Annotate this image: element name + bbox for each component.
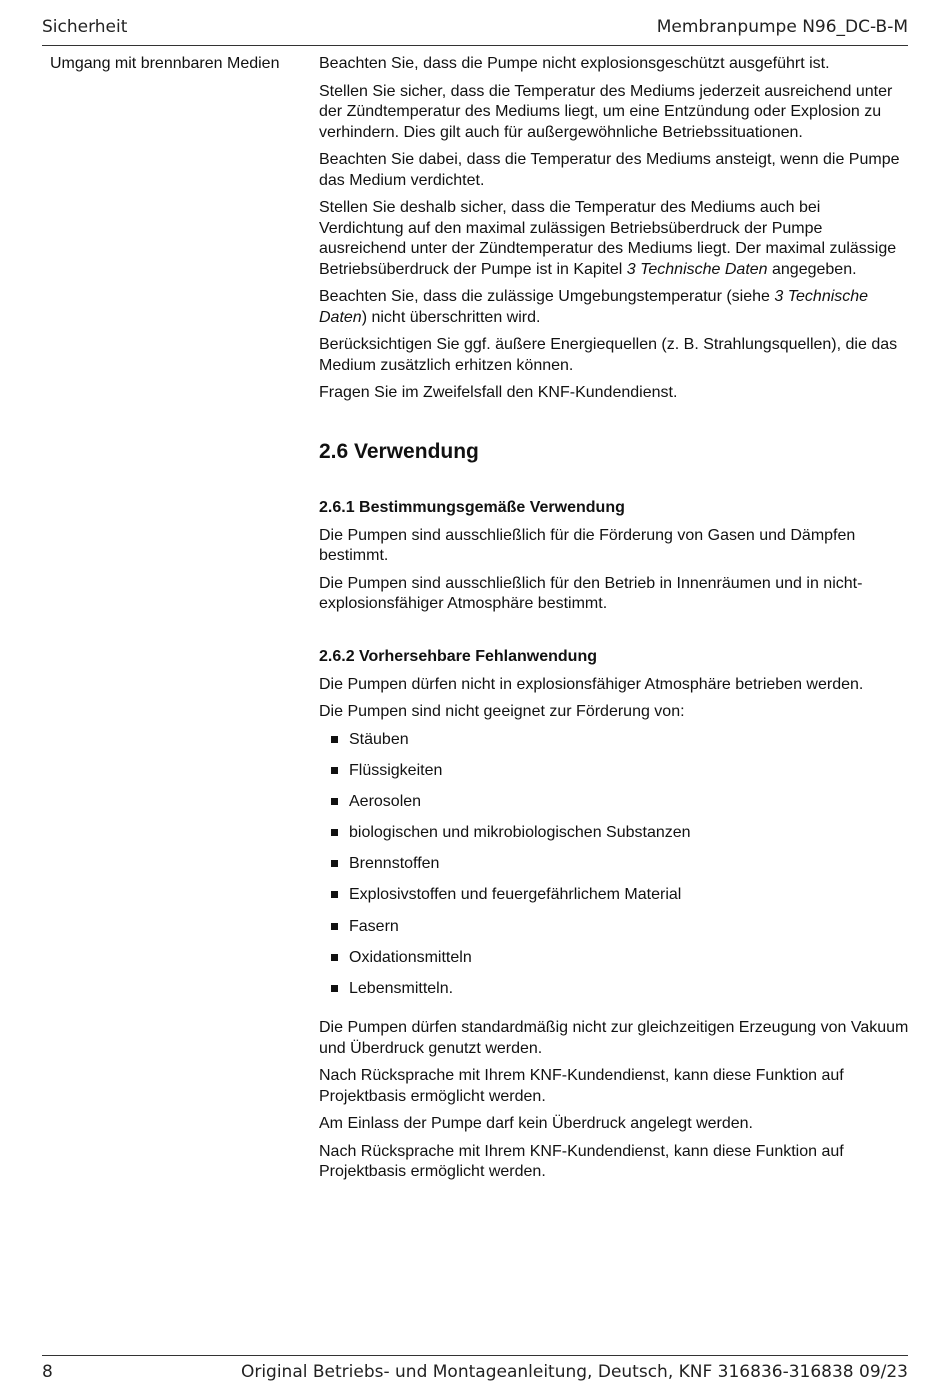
- bullet-list: [319, 730, 909, 1011]
- chapter-reference: 3 Technische Daten: [626, 260, 768, 278]
- paragraph: Am Einlass der Pumpe darf kein Überdruck angelegt werden.: [319, 1115, 753, 1133]
- header-section: Sicherheit: [42, 17, 128, 37]
- list-item: [319, 885, 909, 916]
- subsection-heading: 2.6.2 Vorhersehbare Fehlanwendung: [319, 647, 597, 665]
- list-item: [319, 792, 909, 823]
- bullet-square-icon: [331, 985, 338, 992]
- list-item: [319, 823, 909, 854]
- list-item-text: Stäuben: [349, 730, 409, 748]
- bullet-square-icon: [331, 860, 338, 867]
- side-label: Umgang mit brennbaren Medien: [50, 55, 280, 72]
- list-item: [319, 979, 909, 1010]
- paragraph: Nach Rücksprache mit Ihrem KNF-Kundendienst, kann diese Funktion auf Projektbasis ermöglicht werden.: [319, 1067, 844, 1105]
- paragraph: Die Pumpen dürfen standardmäßig nicht zur gleichzeitigen Erzeugung von Vakuum und Überdruck genutzt werden.: [319, 1019, 909, 1057]
- bullet-square-icon: [331, 923, 338, 930]
- paragraph: Die Pumpen sind ausschließlich für den Betrieb in Innenräumen und in nicht-explosionsfähiger Atmosphäre bestimmt.: [319, 574, 863, 612]
- list-item-text: Explosivstoffen und feuergefährlichem Material: [349, 886, 682, 904]
- paragraph: Beachten Sie dabei, dass die Temperatur des Mediums ansteigt, wenn die Pumpe das Medium verdichtet.: [319, 151, 900, 189]
- paragraph: [319, 287, 909, 328]
- paragraph-text: Beachten Sie, dass die zulässige Umgebungstemperatur (siehe: [319, 288, 775, 305]
- document-reference: Original Betriebs- und Montageanleitung, Deutsch, KNF 316836-316838 09/23: [240, 1362, 908, 1382]
- paragraph: Die Pumpen sind nicht geeignet zur Förderung von:: [319, 703, 685, 720]
- list-item-text: Aerosolen: [349, 792, 422, 810]
- paragraph-text: angegeben.: [767, 260, 857, 278]
- list-item-text: Oxidationsmitteln: [349, 948, 472, 966]
- header-product: Membranpumpe N96_DC-B-M: [656, 17, 908, 37]
- page-footer: [42, 1355, 908, 1388]
- list-item: [319, 761, 909, 792]
- page-header: [42, 14, 908, 46]
- subsection-heading: 2.6.1 Bestimmungsgemäße Verwendung: [319, 498, 625, 516]
- section-heading: 2.6 Verwendung: [319, 439, 479, 463]
- paragraph: Beachten Sie, dass die Pumpe nicht explosionsgeschützt ausgeführt ist.: [319, 55, 830, 72]
- bullet-square-icon: [331, 767, 338, 774]
- paragraph: Berücksichtigen Sie ggf. äußere Energiequellen (z. B. Strahlungsquellen), die das Medium zusätzlich erhitzen können.: [319, 336, 898, 374]
- bullet-square-icon: [331, 954, 338, 961]
- paragraph: Fragen Sie im Zweifelsfall den KNF-Kundendienst.: [319, 384, 678, 401]
- list-item-text: Lebensmitteln.: [349, 980, 454, 997]
- paragraph: Nach Rücksprache mit Ihrem KNF-Kundendienst, kann diese Funktion auf Projektbasis ermöglicht werden.: [319, 1142, 844, 1181]
- bullet-square-icon: [331, 736, 338, 743]
- list-item: [319, 917, 909, 948]
- list-item-text: Brennstoffen: [349, 855, 440, 873]
- paragraph: Die Pumpen sind ausschließlich für die Förderung von Gasen und Dämpfen bestimmt.: [319, 526, 856, 564]
- bullet-square-icon: [331, 798, 338, 805]
- list-item-text: Fasern: [349, 917, 399, 935]
- chapter-reference: 3 Technische Daten: [319, 288, 869, 326]
- paragraph: Stellen Sie sicher, dass die Temperatur des Mediums jederzeit ausreichend unter der Zündtemperatur des Mediums liegt, um eine Entzündung oder Explosion zu verhindern. Dies gilt auch für außergewöhnliche Betriebssituationen.: [319, 82, 893, 141]
- list-item: [319, 854, 909, 885]
- page-number: 8: [42, 1362, 53, 1382]
- list-item: [319, 948, 909, 979]
- paragraph: Die Pumpen dürfen nicht in explosionsfähiger Atmosphäre betrieben werden.: [319, 675, 864, 693]
- list-item-text: Flüssigkeiten: [349, 761, 443, 779]
- paragraph: [319, 198, 909, 280]
- main-content: [319, 54, 909, 1190]
- list-item: [319, 730, 909, 761]
- bullet-square-icon: [331, 891, 338, 898]
- bullet-square-icon: [331, 829, 338, 836]
- list-item-text: biologischen und mikrobiologischen Substanzen: [349, 824, 691, 842]
- paragraph-text: Stellen Sie deshalb sicher, dass die Temperatur des Mediums auch bei Verdichtung auf den maximal zulässigen Betriebsüberdruck der Pumpe ausreichend unter der Zündtemperatur des Mediums liegt. Der maximal zulässige Betriebsüberdruck der Pumpe ist in Kapitel: [319, 199, 897, 278]
- paragraph-text: ) nicht überschritten wird.: [361, 308, 541, 326]
